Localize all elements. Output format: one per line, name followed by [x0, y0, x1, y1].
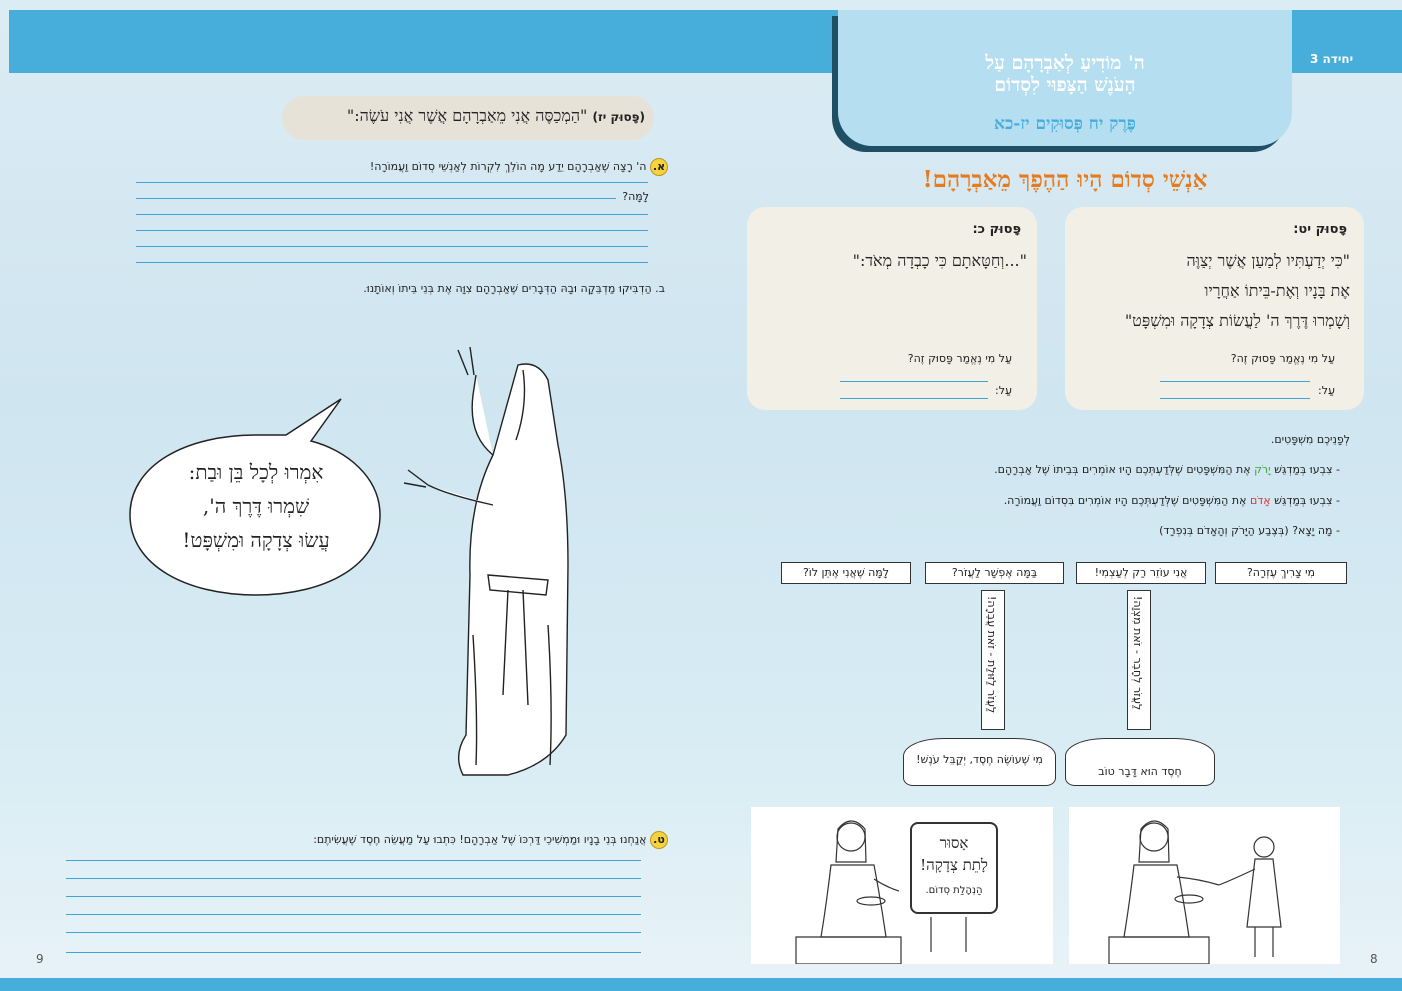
page-number-left: 9	[36, 952, 44, 966]
instructions-intro: לְפָנֵיכֶם מִשְׁפָּטִים.	[1270, 433, 1350, 446]
quote	[290, 106, 645, 126]
answer-line[interactable]	[1160, 381, 1310, 382]
title-line-1: ה' מוֹדִיעַ לְאַבְרָהָם עַל	[985, 52, 1145, 74]
flow-curve-chesed-good[interactable]: חֶסֶד הוּא דָּבָר טוֹב	[1065, 738, 1215, 786]
instruction-green	[760, 463, 1340, 476]
illustration-panel-giving	[1069, 807, 1340, 964]
verse-19-al: עַל:	[1318, 384, 1335, 397]
beggar-sign-illustration	[751, 807, 1053, 964]
illustration-panel-forbidden	[751, 807, 1053, 964]
green-word: יָרֹק	[1254, 463, 1271, 476]
answer-line[interactable]	[136, 262, 648, 263]
verse-19-line: אֶת בָּנָיו וְאֶת-בֵּיתוֹ אַחֲרָיו	[1204, 281, 1350, 300]
verse-20-al: עַל:	[995, 384, 1012, 397]
verse-19-line: וְשָׁמְרוּ דֶּרֶךְ ה' לַעֲשׂוֹת צְדָקָה וּמִשְׁפָּט"	[1124, 311, 1350, 330]
bottom-band	[0, 978, 1402, 991]
answer-line[interactable]	[136, 214, 648, 215]
question-a-text: ה' רָצָה שֶׁאַבְרָהָם יֵדַע מָה הוֹלֵךְ לִקְרוֹת לְאַנְשֵׁי סְדוֹם וַעֲמוֹרָה!	[369, 160, 647, 173]
question-c-text: אֲנַחְנוּ בְּנֵי בָנָיו וּמַמְשִׁיכֵי דַּרְכּוֹ שֶׁל אַבְרָהָם! כִּתְבוּ עַל מַעֲשֵׂה חֶסֶד שֶׁעֲשִׂיתֶם:	[313, 833, 647, 846]
answer-line[interactable]	[66, 932, 641, 933]
sign-signature: הַנְהָלַת סְדוֹם.	[925, 885, 983, 896]
unit-label: יחידה 3	[1310, 52, 1354, 66]
instruction-text: - צִבְעוּ בְּמַדְגֵּשׁ	[1270, 463, 1340, 476]
bubble-line: שִׁמְרוּ דֶּרֶךְ ה',	[202, 494, 310, 518]
flow-box-how-help[interactable]: בַּמָּה אֶפְשָׁר לַעֲזֹר?	[925, 562, 1064, 584]
instruction-text: אֶת הַמִּשְׁפָּטִים שֶׁלְּדַעְתְּכֶם הָיוּ אוֹמְרִים בְּבֵיתוֹ שֶׁל אַבְרָהָם.	[994, 463, 1255, 476]
question-a	[300, 158, 668, 176]
unit-title	[838, 52, 1292, 96]
vertical-label: לַעֲזֹר לְחָבֵר - זֹאת מִצְוָה!	[1131, 596, 1144, 711]
main-heading: אַנְשֵׁי סְדוֹם הָיוּ הַהֶפֶךְ מֵאַבְרָהָם!	[922, 166, 1208, 193]
verse-20-title: פָּסוּק כ:	[972, 222, 1021, 237]
sign-line: לָתֵת צְדָקָה!	[920, 856, 988, 874]
verse-box-20	[747, 207, 1037, 410]
page-number-right: 8	[1370, 952, 1378, 966]
question-marker: ט.	[650, 831, 668, 849]
answer-line[interactable]	[136, 182, 648, 183]
question-c	[258, 831, 668, 849]
abraham-illustration	[398, 335, 588, 795]
sign-line: אָסוּר	[939, 834, 969, 852]
vertical-label: לַעֲזֹר לַזּוּלַת - זֹאת עֲבֵרָה!	[985, 596, 998, 714]
answer-line[interactable]	[66, 860, 641, 861]
question-marker: א.	[650, 158, 668, 176]
quote-reference: (פָּסוּק יז)	[592, 110, 645, 124]
flow-curve-chesed-punish[interactable]: מִי שֶׁעוֹשֶׂה חֶסֶד, יְקַבֵּל עֹנֶשׁ!	[903, 738, 1056, 786]
flow-box-why-give[interactable]: לָמָּה שֶׁאֲנִי אֶתֵּן לוֹ?	[781, 562, 911, 584]
flow-vertical-aveira[interactable]	[981, 590, 1005, 730]
instruction-result: - מָה יָצָא? (בְּצֶבַע הַיָּרֹק וְהָאָדֹם בְּנִפְרָד)	[1159, 524, 1340, 537]
bubble-text	[140, 455, 372, 557]
answer-line[interactable]	[66, 896, 641, 897]
chapter-subtitle: פֶּרֶק יח פְּסוּקִים יז-כא	[994, 114, 1136, 134]
answer-line[interactable]	[840, 381, 988, 382]
answer-line[interactable]	[66, 952, 641, 953]
answer-line[interactable]	[1160, 398, 1310, 399]
answer-line[interactable]	[840, 398, 988, 399]
verse-20-text: "...וְחַטָּאתָם כִּי כָבְדָה מְאֹד:"	[852, 251, 1027, 270]
beggar-receiving-illustration	[1069, 807, 1340, 964]
answer-line[interactable]	[66, 914, 641, 915]
sign-text	[910, 832, 998, 902]
title-line-2: הָעֹנֶשׁ הַצָּפוּי לִסְדוֹם	[994, 74, 1136, 96]
verse-19-text	[1070, 246, 1350, 336]
why-label: לָמָּה?	[622, 190, 649, 203]
flow-box-who-needs-help[interactable]: מִי צָרִיךְ עֶזְרָה?	[1215, 562, 1347, 584]
answer-line[interactable]	[66, 878, 641, 879]
red-word: אָדֹם	[1249, 494, 1271, 507]
flow-box-help-myself[interactable]: אֲנִי עוֹזֵר רַק לְעַצְמִי!	[1076, 562, 1206, 584]
verse-20-question: עַל מִי נֶאֱמַר פָּסוּק זֶה?	[907, 352, 1012, 365]
answer-line[interactable]	[136, 198, 616, 199]
answer-line[interactable]	[136, 230, 648, 231]
verse-19-line: "כִּי יְדַעְתִּיו לְמַעַן אֲשֶׁר יְצַוֶּה	[1186, 251, 1350, 270]
verse-19-title: פָּסוּק יט:	[1293, 222, 1347, 237]
flow-vertical-mitzvah[interactable]	[1127, 590, 1151, 730]
instruction-text: - צִבְעוּ בְּמַדְגֵּשׁ	[1270, 494, 1340, 507]
answer-line[interactable]	[136, 246, 648, 247]
question-b: ב. הַדְבִּיקוּ מַדְבֵּקָה וּבָהּ הַדְּבָרִים שֶׁאַבְרָהָם צִוָּה אֶת בְּנֵי בֵּיתוֹ וְאוֹתָנוּ.	[363, 282, 665, 295]
bubble-line: עֲשׂוּ צְדָקָה וּמִשְׁפָּט!	[182, 528, 330, 552]
instruction-red	[760, 494, 1340, 507]
verse-19-question: עַל מִי נֶאֱמַר פָּסוּק זֶה?	[1230, 352, 1335, 365]
bubble-line: אִמְרוּ לְכָל בֵּן וּבַת:	[188, 460, 324, 484]
instruction-text: אֶת הַמִּשְׁפָּטִים שֶׁלְּדַעְתְּכֶם הָיוּ אוֹמְרִים בִּסְדוֹם וַעֲמוֹרָה.	[1003, 494, 1250, 507]
quote-text: "הַמְכַסֶּה אֲנִי מֵאַבְרָהָם אֲשֶׁר אֲנִי עֹשֶׂה:"	[346, 106, 588, 125]
